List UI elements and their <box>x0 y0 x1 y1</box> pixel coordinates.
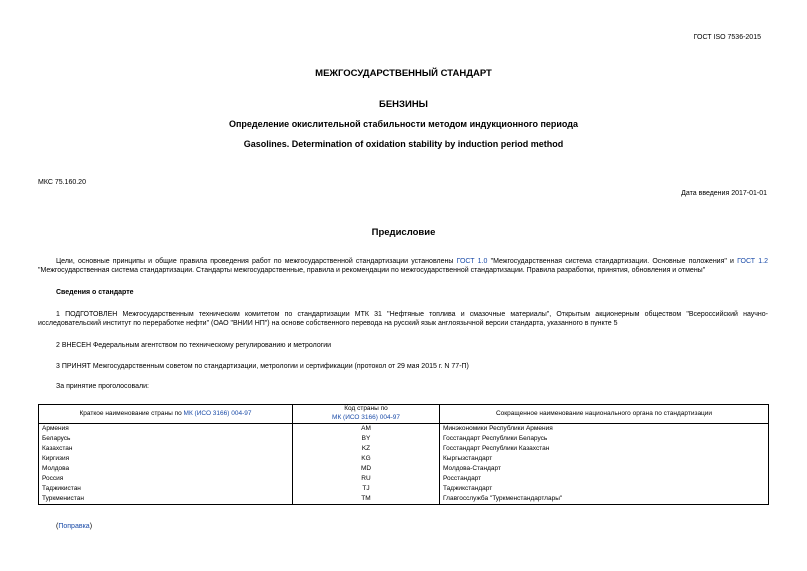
table-row <box>39 464 769 474</box>
standards-body-cell: Госстандарт Республики Беларусь <box>440 434 769 444</box>
code-cell: MD <box>293 464 440 474</box>
country-cell: Россия <box>39 474 293 484</box>
standard-name-title: БЕНЗИНЫ <box>379 99 428 110</box>
standards-body-cell: Госстандарт Республики Казахстан <box>440 444 769 454</box>
code-cell: KG <box>293 454 440 464</box>
column-header-code <box>293 405 440 424</box>
paragraph-text: "Межгосударственная система стандартизации. Основные положения" и <box>487 258 738 265</box>
code-cell: BY <box>293 434 440 444</box>
voting-countries-table <box>38 404 769 505</box>
code-cell: TM <box>293 494 440 505</box>
table-row <box>39 424 769 435</box>
standards-body-cell: Молдова-Стандарт <box>440 464 769 474</box>
table-row <box>39 494 769 505</box>
header-text: Код страны по <box>344 405 388 413</box>
standard-type-title: МЕЖГОСУДАРСТВЕННЫЙ СТАНДАРТ <box>315 68 492 79</box>
country-cell: Казахстан <box>39 444 293 454</box>
subtitle-english: Gasolines. Determination of oxidation stability by induction period method <box>243 139 564 149</box>
standards-body-cell: Росстандарт <box>440 474 769 484</box>
code-cell: KZ <box>293 444 440 454</box>
header-text: Краткое наименование страны по <box>79 409 184 417</box>
correction-link[interactable]: Поправка <box>58 523 90 530</box>
column-header-country <box>39 405 293 424</box>
submitted-by-paragraph: 2 ВНЕСЕН Федеральным агентством по техническому регулированию и метрологии <box>56 342 332 349</box>
mk-iso-link[interactable]: МК (ИСО 3166) 004-97 <box>332 414 400 421</box>
country-cell: Беларусь <box>39 434 293 444</box>
standards-body-cell: Кыргызстандарт <box>440 454 769 464</box>
preface-heading: Предисловие <box>371 227 436 238</box>
standard-info-heading: Сведения о стандарте <box>56 289 134 296</box>
document-code: ГОСТ ISO 7536-2015 <box>693 34 761 41</box>
paragraph-text: Цели, основные принципы и общие правила проведения работ по межгосударственной стандартизации установлены <box>56 258 457 265</box>
country-cell: Киргизия <box>39 454 293 464</box>
column-header-body: Сокращенное наименование национального органа по стандартизации <box>440 405 769 424</box>
country-cell: Туркменистан <box>39 494 293 505</box>
table-header-row <box>39 405 769 424</box>
introduction-date: Дата введения 2017-01-01 <box>681 190 767 197</box>
correction-note <box>56 522 92 531</box>
prepared-by-paragraph: 1 ПОДГОТОВЛЕН Межгосударственным техническим комитетом по стандартизации МТК 31 "Нефтяные топлива и смазочные материалы", Открытым акционерным обществом "Всероссийский научно-исследовательский институт по переработке нефти" (ОАО "ВНИИ НП") на основе собственного перевода на русский язык англоязычной версии стандарта, указанного в пункте 5 <box>38 311 768 328</box>
bracket-open: ( <box>56 523 59 530</box>
voted-for-paragraph: За принятие проголосовали: <box>56 383 149 390</box>
code-cell: AM <box>293 424 440 435</box>
code-cell: RU <box>293 474 440 484</box>
gost-1-2-link[interactable]: ГОСТ 1.2 <box>737 258 768 265</box>
standards-body-cell: Таджикстандарт <box>440 484 769 494</box>
table-row <box>39 444 769 454</box>
country-cell: Таджикистан <box>39 484 293 494</box>
standards-body-cell: Главгосслужба "Туркменстандартлары" <box>440 494 769 505</box>
paragraph-text: "Межгосударственная система стандартизации. Стандарты межгосударственные, правила и рекомендации по межгосударственной стандартизации. Правила разработки, принятия, обновления и отмены" <box>38 267 706 275</box>
mk-iso-link[interactable]: МК (ИСО 3166) 004-97 <box>183 409 252 417</box>
table-row <box>39 434 769 444</box>
bracket-close: ) <box>89 523 93 530</box>
code-cell: TJ <box>293 484 440 494</box>
country-cell: Молдова <box>39 464 293 474</box>
gost-1-0-link[interactable]: ГОСТ 1.0 <box>456 258 488 265</box>
preface-paragraph-goals <box>38 257 768 276</box>
table-row <box>39 484 769 494</box>
table-row <box>39 454 769 464</box>
mks-code: МКС 75.160.20 <box>38 179 86 186</box>
adopted-by-paragraph: 3 ПРИНЯТ Межгосударственным советом по стандартизации, метрологии и сертификации (протокол от 29 мая 2015 г. N 77-П) <box>56 363 469 370</box>
table-row <box>39 474 769 484</box>
standards-body-cell: Минэкономики Республики Армения <box>440 424 769 435</box>
subtitle-russian: Определение окислительной стабильности методом индукционного периода <box>228 119 579 129</box>
country-cell: Армения <box>39 424 293 435</box>
